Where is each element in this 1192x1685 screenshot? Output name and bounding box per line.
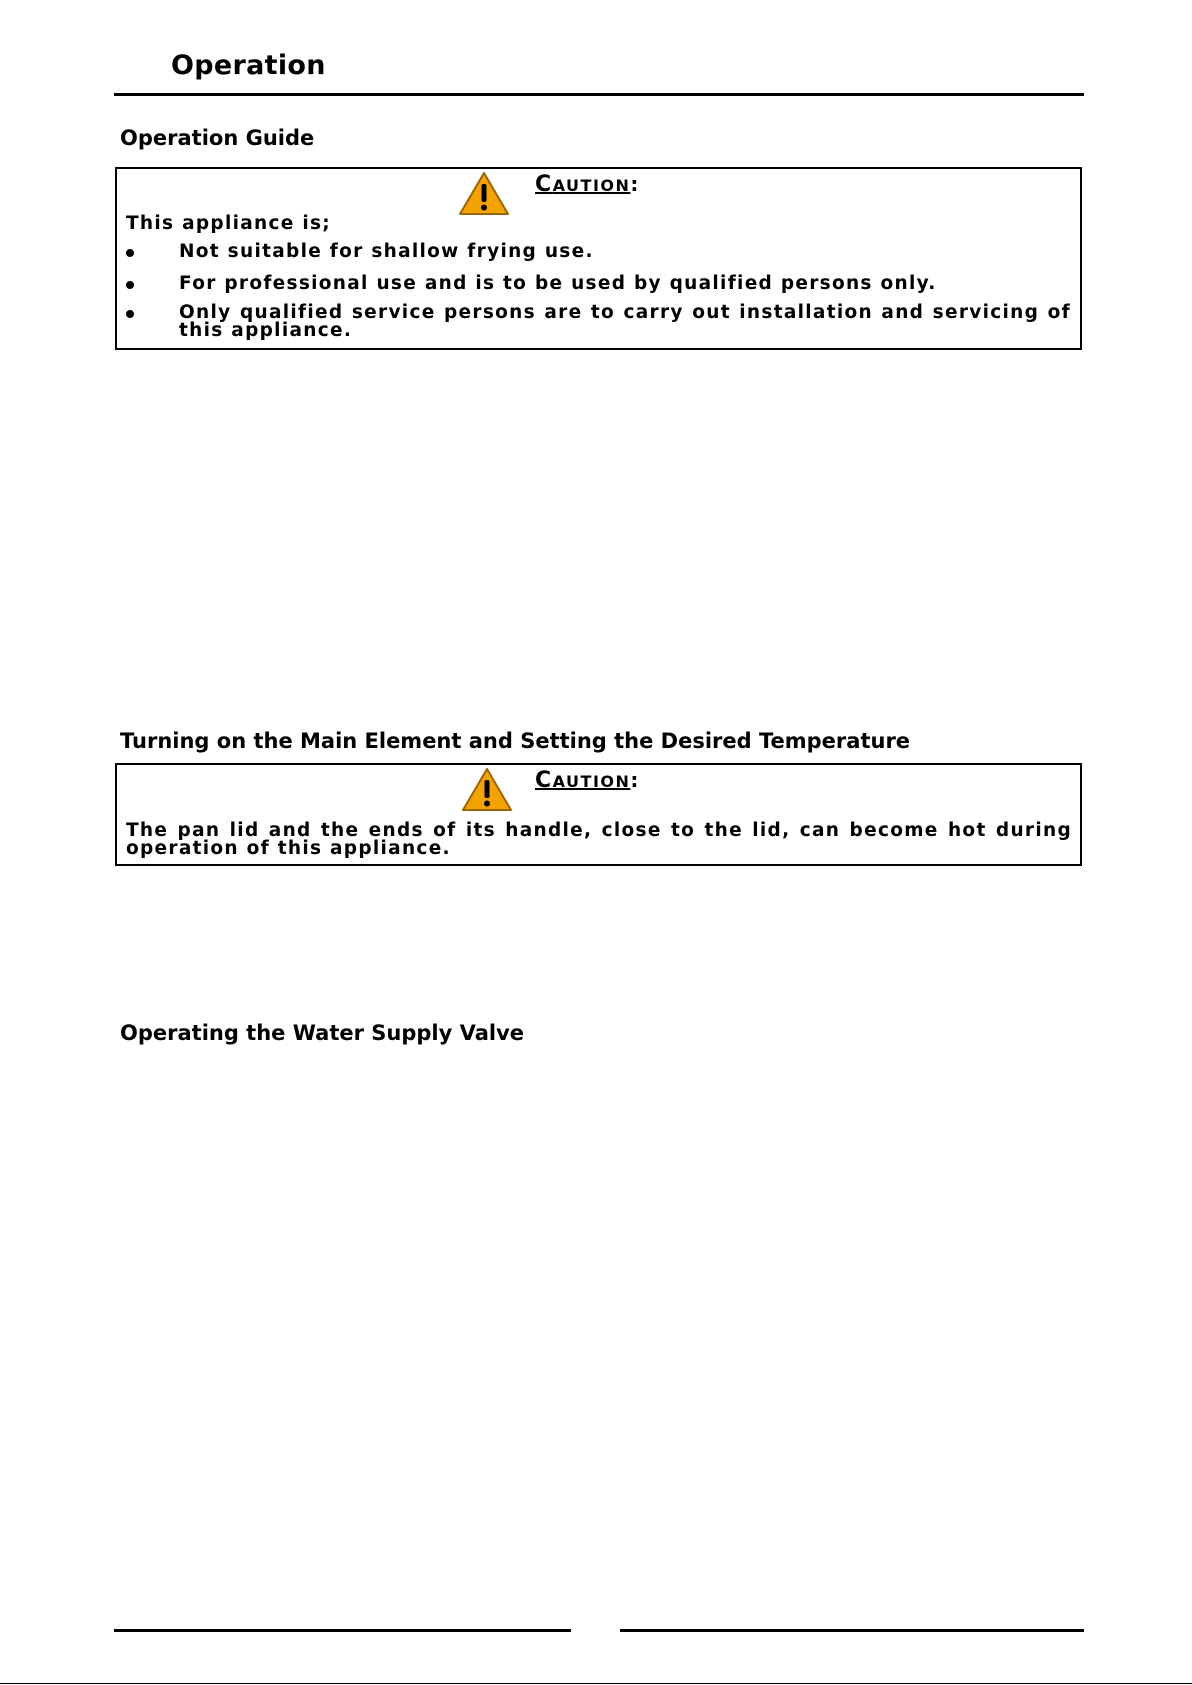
bullet-dot [126,281,134,289]
caution-item: Not suitable for shallow frying use. [179,241,594,262]
footer-divider-right [620,1629,1084,1632]
footer-divider-left [114,1629,571,1632]
caution-box-operation-guide [115,167,1082,350]
bullet-dot [126,249,134,257]
bullet-dot [126,310,134,318]
section-heading-operation-guide: Operation Guide [120,126,315,150]
page-title: Operation [171,50,326,81]
caution-item: For professional use and is to be used by qualified persons only. [179,273,937,294]
page-bottom-edge [0,1683,1192,1684]
caution-label: CAUTION: [535,172,640,197]
section-heading-water-supply: Operating the Water Supply Valve [120,1021,525,1045]
section-heading-main-element: Turning on the Main Element and Setting the Desired Temperature [120,729,911,753]
caution-intro: This appliance is; [126,213,331,234]
warning-triangle-icon [458,171,510,217]
caution-item: Only qualified service persons are to carry out installation and servicing of this appliance. [179,302,1071,341]
warning-triangle-icon [461,767,513,813]
caution-box-main-element [115,763,1082,866]
caution-text: The pan lid and the ends of its handle, close to the lid, can become hot during operation of this appliance. [126,820,1072,859]
caution-label: CAUTION: [535,768,640,793]
header-divider [114,93,1084,96]
